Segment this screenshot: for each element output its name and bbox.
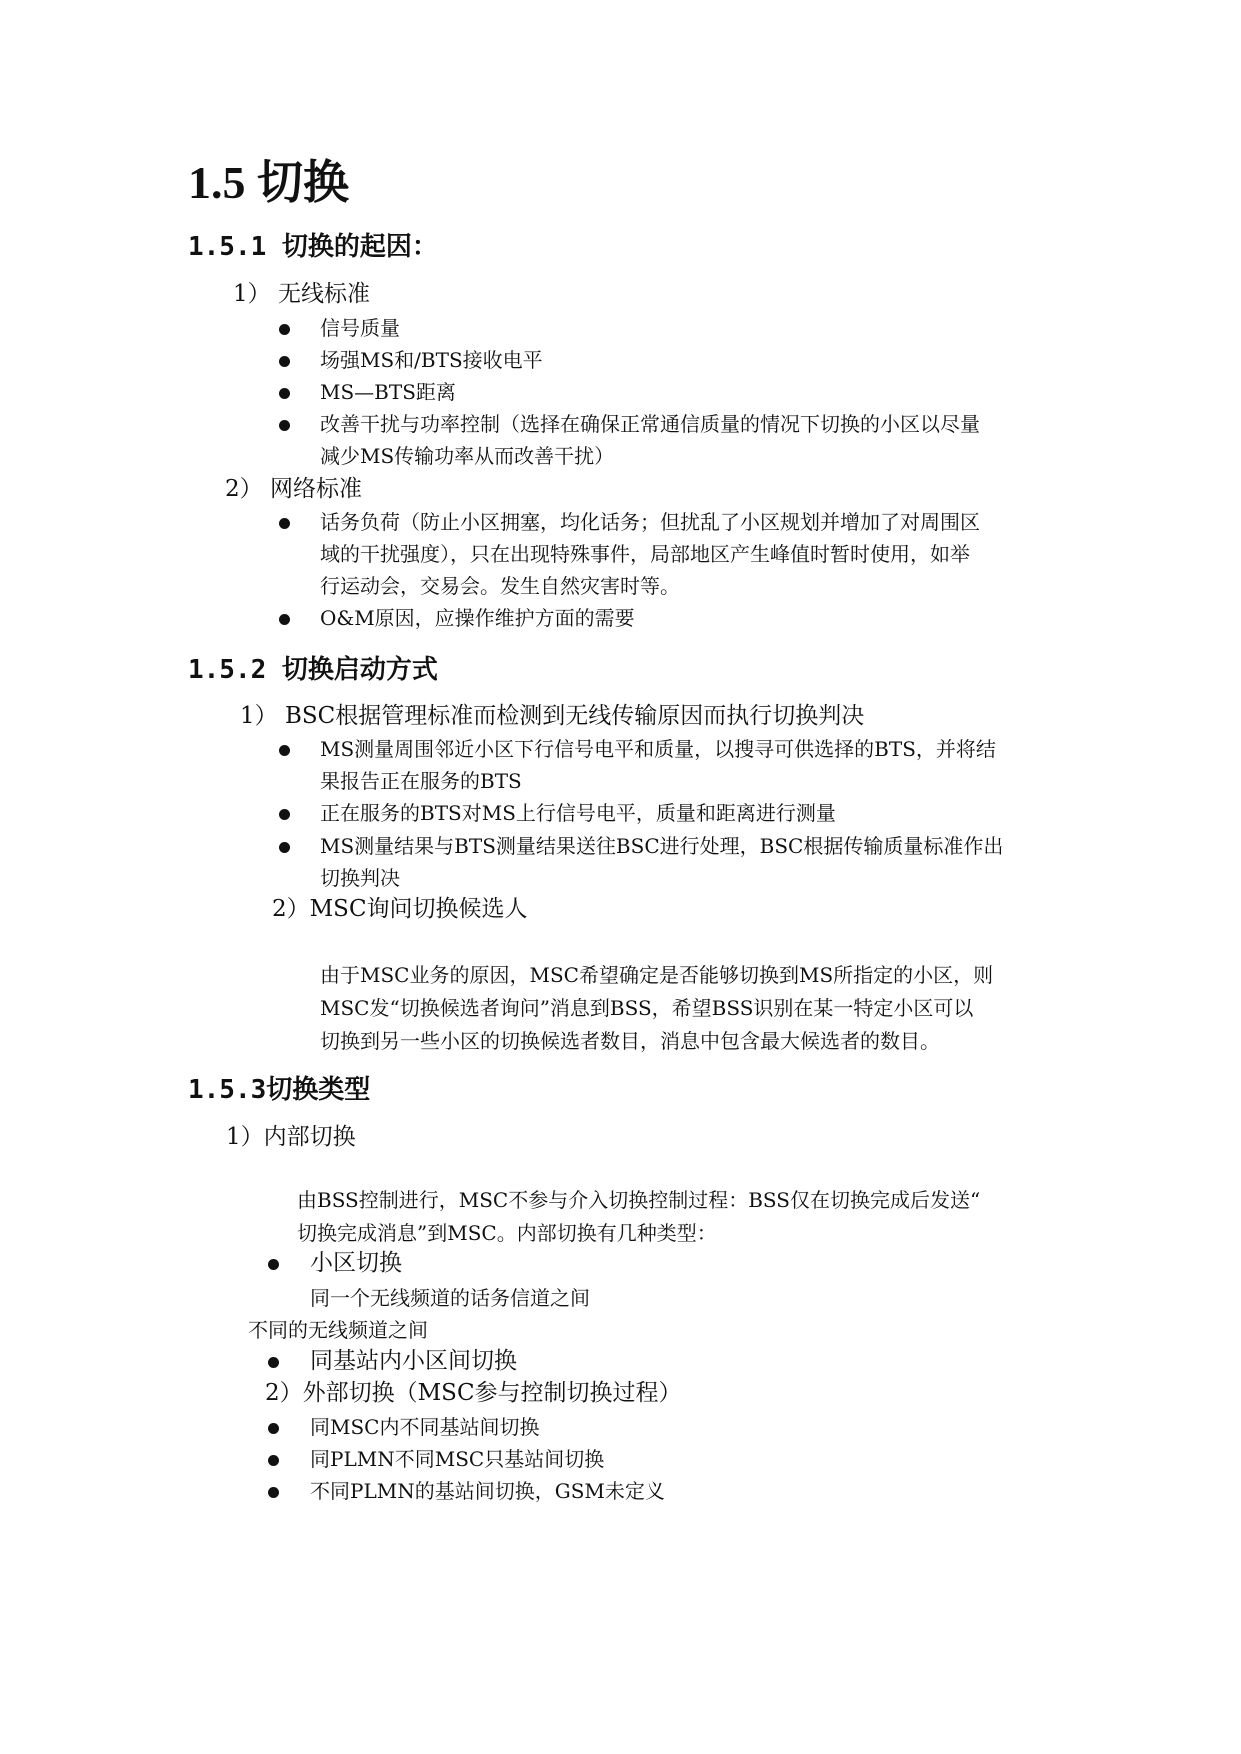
list-item-continuation: 域的干扰强度），只在出现特殊事件，局部地区产生峰值时暂时使用，如举: [320, 542, 970, 566]
list-item: 话务负荷（防止小区拥塞，均化话务；但扰乱了小区规划并增加了对周围区: [320, 510, 980, 534]
bullet-icon: [279, 809, 290, 820]
subheading-external-handover: 2）外部切换（MSC参与控制切换过程）: [265, 1380, 682, 1406]
list-item: 同PLMN不同MSC只基站间切换: [310, 1447, 605, 1471]
list-item-continuation: 果报告正在服务的BTS: [320, 769, 522, 793]
section-heading-1-5-2: 1.5.2 切换启动方式: [188, 655, 438, 685]
list-item: MS测量周围邻近小区下行信号电平和质量，以搜寻可供选择的BTS，并将结: [320, 737, 996, 761]
bullet-icon: [279, 518, 290, 529]
bullet-icon: [279, 324, 290, 335]
list-item: 改善干扰与功率控制（选择在确保正常通信质量的情况下切换的小区以尽量: [320, 412, 980, 436]
list-item-continuation: 切换判决: [320, 866, 400, 890]
bullet-icon: [268, 1487, 279, 1498]
bullet-icon: [279, 842, 290, 853]
list-item: 不同PLMN的基站间切换，GSM未定义: [310, 1479, 665, 1503]
list-item: 正在服务的BTS对MS上行信号电平，质量和距离进行测量: [320, 801, 836, 825]
bullet-icon: [268, 1423, 279, 1434]
list-item: 场强MS和/BTS接收电平: [320, 348, 543, 372]
list-item: 同基站内小区间切换: [310, 1348, 517, 1374]
paragraph-line: 切换到另一些小区的切换候选者数目，消息中包含最大候选者的数目。: [320, 1029, 940, 1053]
paragraph-line: 由BSS控制进行，MSC不参与介入切换控制过程：BSS仅在切换完成后发送“: [297, 1188, 981, 1212]
bullet-icon: [268, 1357, 279, 1368]
subheading-wireless-criteria: 1） 无线标准: [233, 281, 370, 307]
list-item: MS测量结果与BTS测量结果送往BSC进行处理，BSC根据传输质量标准作出: [320, 834, 1004, 858]
paragraph-line: 由于MSC业务的原因，MSC希望确定是否能够切换到MS所指定的小区，则: [320, 963, 994, 987]
bullet-icon: [279, 388, 290, 399]
subheading-msc-query: 2）MSC询问切换候选人: [272, 896, 528, 922]
note-line: 不同的无线频道之间: [248, 1318, 428, 1342]
bullet-icon: [279, 420, 290, 431]
list-item-continuation: 行运动会，交易会。发生自然灾害时等。: [320, 574, 680, 598]
section-heading-1-5-1: 1.5.1 切换的起因：: [188, 232, 438, 262]
list-item-continuation: 减少MS传输功率从而改善干扰）: [320, 444, 615, 468]
subheading-network-criteria: 2） 网络标准: [225, 476, 362, 502]
page-title: 1.5 切换: [188, 157, 349, 208]
list-item: 信号质量: [320, 316, 400, 340]
bullet-icon: [279, 614, 290, 625]
section-heading-1-5-3: 1.5.3切换类型: [188, 1075, 371, 1105]
list-item: 小区切换: [310, 1250, 402, 1276]
paragraph-line: MSC发“切换候选者询问”消息到BSS，希望BSS识别在某一特定小区可以: [320, 996, 974, 1020]
paragraph-line: 切换完成消息”到MSC。内部切换有几种类型：: [297, 1221, 717, 1245]
subheading-internal-handover: 1）内部切换: [226, 1124, 356, 1150]
bullet-icon: [279, 356, 290, 367]
list-item: O&M原因，应操作维护方面的需要: [320, 606, 635, 630]
bullet-icon: [268, 1455, 279, 1466]
bullet-icon: [279, 745, 290, 756]
subheading-bsc-criteria: 1） BSC根据管理标准而检测到无线传输原因而执行切换判决: [240, 703, 865, 729]
list-item: 同MSC内不同基站间切换: [310, 1415, 540, 1439]
list-item: MS—BTS距离: [320, 380, 456, 404]
bullet-icon: [268, 1259, 279, 1270]
note-line: 同一个无线频道的话务信道之间: [310, 1286, 590, 1310]
